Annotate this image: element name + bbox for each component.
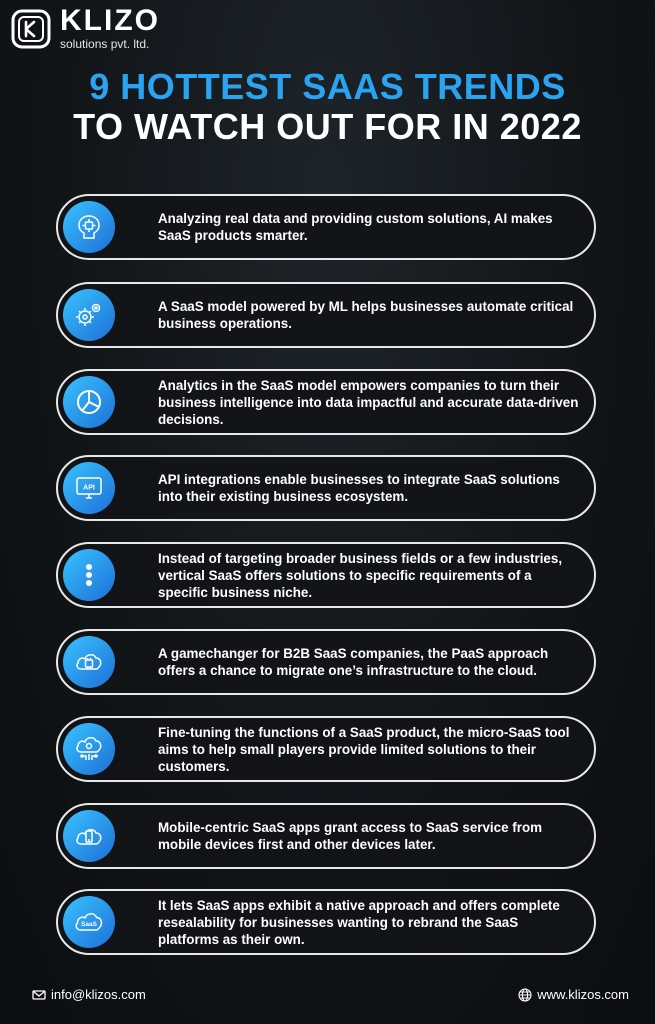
trend-text: Analytics in the SaaS model empowers companies to turn their business intelligence into data impactful and accurate data-driven decisions. <box>158 377 579 427</box>
brand-name: KLIZO <box>60 4 160 37</box>
globe-icon <box>518 988 532 1002</box>
footer-email[interactable] <box>32 987 146 1002</box>
trend-card-ai <box>56 194 596 260</box>
footer-website[interactable] <box>518 987 629 1002</box>
brand-tagline: solutions pvt. ltd. <box>60 37 150 51</box>
micro-saas-cloud-icon <box>63 723 115 775</box>
saas-icon-label: SaaS <box>81 921 97 928</box>
trend-text: A SaaS model powered by ML helps businesses automate critical business operations. <box>158 299 574 331</box>
cloud-mobile-icon <box>63 810 115 862</box>
cloud-chip-icon <box>63 636 115 688</box>
trend-card-analytics <box>56 369 596 435</box>
ml-gears-icon <box>63 289 115 341</box>
page-title-line-2: TO WATCH OUT FOR IN 2022 <box>73 106 582 147</box>
saas-cloud-icon <box>63 896 115 948</box>
api-monitor-icon <box>63 462 115 514</box>
trend-text: Instead of targeting broader business fields or a few industries, vertical SaaS offers solutions to specific requirements of a specific business niche. <box>158 550 563 600</box>
api-icon-label: API <box>83 484 95 492</box>
trend-card-white-label <box>56 889 596 955</box>
trend-text: Fine-tuning the functions of a SaaS product, the micro-SaaS tool aims to help small players provide limited solutions to their customers. <box>158 724 570 774</box>
vertical-dots-icon <box>63 549 115 601</box>
footer-email-text[interactable]: info@klizos.com <box>51 987 146 1002</box>
klizo-logo-icon <box>10 8 52 50</box>
trend-text: API integrations enable businesses to integrate SaaS solutions into their existing business ecosystem. <box>158 472 560 504</box>
trend-card-api <box>56 455 596 521</box>
footer-website-text[interactable]: www.klizos.com <box>537 987 629 1002</box>
trend-card-paas <box>56 629 596 695</box>
trend-card-mobile-saas <box>56 803 596 869</box>
mail-icon <box>32 988 46 1002</box>
trend-card-vertical-saas <box>56 542 596 608</box>
analytics-pie-icon <box>63 376 115 428</box>
trend-card-ml <box>56 282 596 348</box>
ai-brain-icon <box>63 201 115 253</box>
trend-card-micro-saas <box>56 716 596 782</box>
trend-text: It lets SaaS apps exhibit a native approach and offers complete resealability for businesses wanting to rebrand the SaaS platforms as their own. <box>158 897 560 947</box>
trend-text: Analyzing real data and providing custom solutions, AI makes SaaS products smarter. <box>158 211 553 243</box>
brand-logo <box>10 6 160 51</box>
trend-text: A gamechanger for B2B SaaS companies, the PaaS approach offers a chance to migrate one’s infrastructure to the cloud. <box>158 646 549 678</box>
page-title-line-1: 9 HOTTEST SAAS TRENDS <box>89 66 566 107</box>
trend-text: Mobile-centric SaaS apps grant access to SaaS service from mobile devices first and other devices later. <box>158 820 543 852</box>
